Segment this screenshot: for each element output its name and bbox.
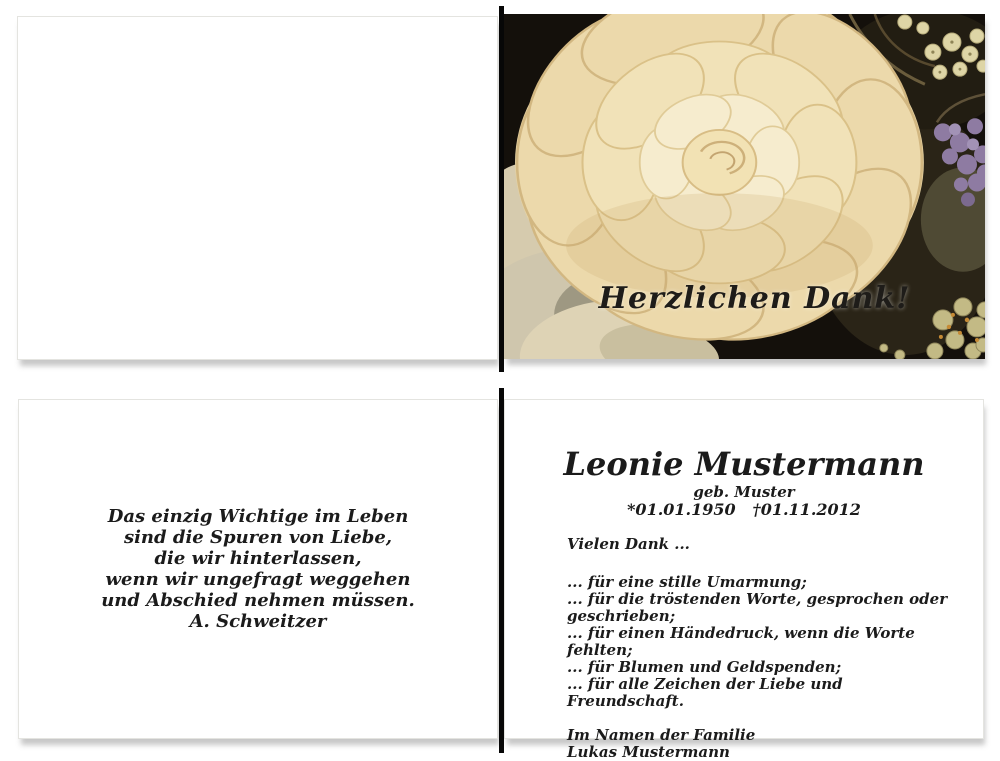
birth-name: geb. Muster xyxy=(693,483,795,501)
thanks-list xyxy=(567,574,963,710)
thanks-line: ... für eine stille Umarmung; xyxy=(567,573,807,591)
thanks-text-block xyxy=(505,536,983,761)
card-inside-right-panel xyxy=(504,399,984,761)
closing-line: Im Namen der Familie xyxy=(567,726,756,744)
quote-line: Das einzig Wichtige im Leben xyxy=(107,506,409,527)
quote-block xyxy=(19,400,497,632)
quote-line: sind die Spuren von Liebe, xyxy=(123,527,393,548)
card-back-blank-panel xyxy=(17,16,498,360)
fold-line-bottom xyxy=(499,388,504,753)
thanks-line: ... für alle Zeichen der Liebe und Freundschaft. xyxy=(567,675,843,710)
front-greeting-text: Herzlichen Dank! xyxy=(598,281,911,316)
quote-line: und Abschied nehmen müssen. xyxy=(101,590,415,611)
thanks-line: ... für Blumen und Geldspenden; xyxy=(567,658,842,676)
quote-line: die wir hinterlassen, xyxy=(154,548,362,569)
thanks-line: ... für die tröstenden Worte, gesprochen oder geschrieben; xyxy=(567,590,948,625)
life-dates: *01.01.1950 †01.11.2012 xyxy=(627,500,861,519)
quote-attribution: A. Schweitzer xyxy=(189,611,327,632)
quote-line: wenn wir ungefragt weggehen xyxy=(105,569,411,590)
thanks-intro: Vielen Dank ... xyxy=(567,535,690,553)
deceased-name: Leonie Mustermann xyxy=(563,445,925,483)
card-front-panel xyxy=(504,14,985,359)
closing-line: Lukas Mustermann xyxy=(567,743,730,761)
fold-line-top xyxy=(499,6,504,372)
card-inside-left-panel xyxy=(18,399,498,739)
thanks-line: ... für einen Händedruck, wenn die Worte fehlten; xyxy=(567,624,915,659)
